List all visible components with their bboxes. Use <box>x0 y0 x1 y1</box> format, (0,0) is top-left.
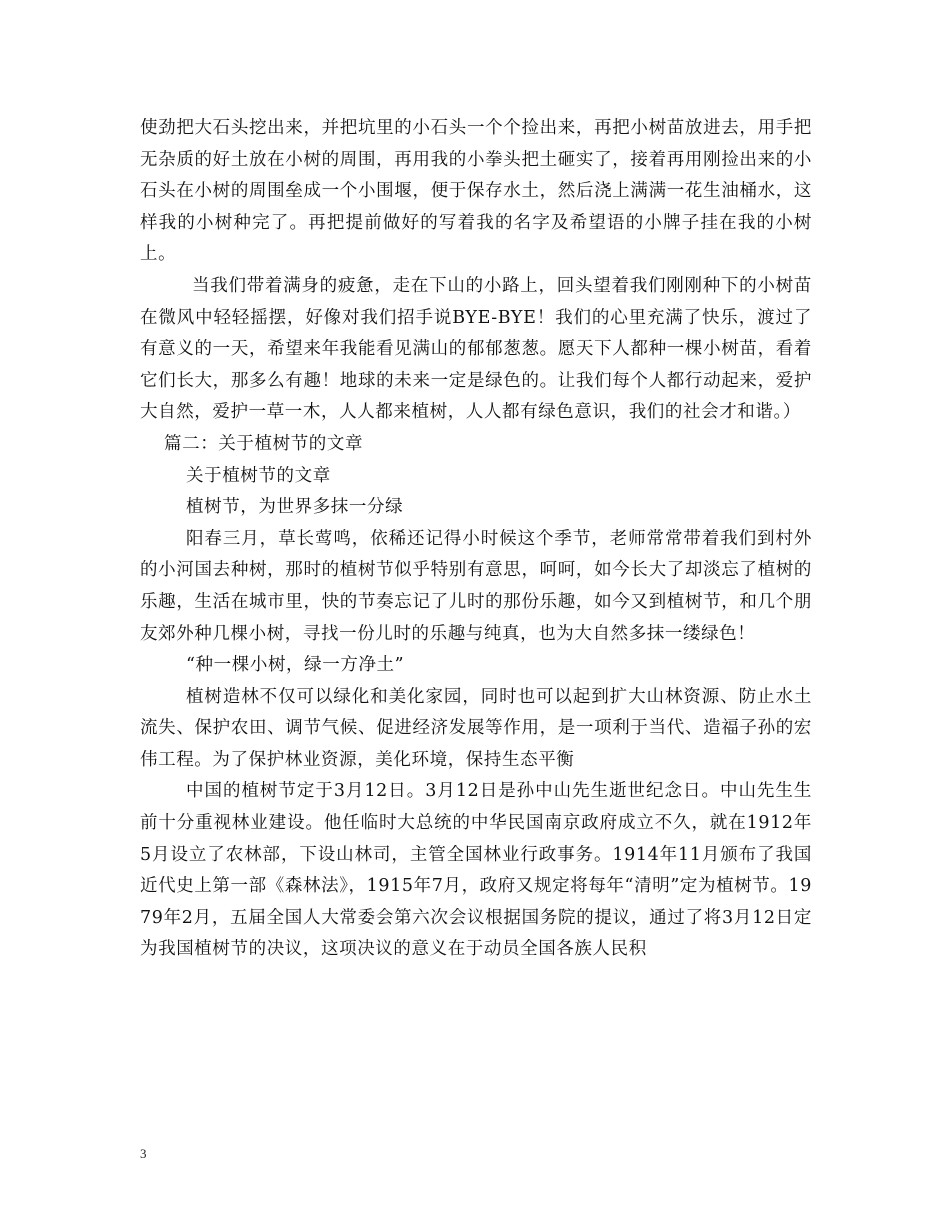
paragraph-3: 阳春三月，草长莺鸣，依稀还记得小时候这个季节，老师常常带着我们到村外的小河国去种树，那时的植树节似乎特别有意思，呵呵，如今长大了却淡忘了植树的乐趣，生活在城市里，快的节奏忘记了儿时的那份乐趣，如今又到植树节，和几个朋友郊外种几棵小树，寻找一份儿时的乐趣与纯真，也为大自然多抹一缕绿色！ <box>140 528 812 644</box>
document-body <box>140 113 812 966</box>
paragraph-1: 使劲把大石头挖出来，并把坑里的小石头一个个捡出来，再把小树苗放进去，用手把无杂质的好土放在小树的周围，再用我的小拳头把土砸实了，接着再用刚捡出来的小石头在小树的周围垒成一个小围堰，便于保存水土，然后浇上满满一花生油桶水，这样我的小树种完了。再把提前做好的写着我的名字及希望语的小牌子挂在我的小树上。 <box>140 118 812 265</box>
article-subtitle: 植树节，为世界多抹一分绿 <box>186 497 404 518</box>
paragraph-2: 当我们带着满身的疲惫，走在下山的小路上，回头望着我们刚刚种下的小树苗在微风中轻轻摇摆，好像对我们招手说BYE-BYE！我们的心里充满了快乐，渡过了有意义的一天，希望来年我能看见满山的郁郁葱葱。愿天下人都种一棵小树苗，看着它们长大，那多么有趣！地球的未来一定是绿色的。让我们每个人都行动起来，爱护大自然，爱护一草一木，人人都来植树，人人都有绿色意识，我们的社会才和谐。） <box>140 275 812 423</box>
slogan: “种一棵小树，绿一方净土” <box>186 655 405 676</box>
paragraph-5: 中国的植树节定于3月12日。3月12日是孙中山先生逝世纪念日。中山先生生前十分重视林业建设。他任临时大总统的中华民国南京政府成立不久，就在1912年5月设立了农林部，下设山林司，主管全国林业行政事务。1914年11月颁布了我国近代史上第一部《森林法》，1915年7月，政府又规定将每年“清明”定为植树节。1979年2月，五届全国人大常委会第六次会议根据国务院的提议，通过了将3月12日定为我国植树节的决议，这项决议的意义在于动员全国各族人民积 <box>140 781 812 960</box>
page-number: 3 <box>140 1146 147 1161</box>
section-heading: 篇二：关于植树节的文章 <box>164 433 364 454</box>
paragraph-4: 植树造林不仅可以绿化和美化家园，同时也可以起到扩大山林资源、防止水土流失、保护农田、调节气候、促进经济发展等作用，是一项利于当代、造福子孙的宏伟工程。为了保护林业资源，美化环境，保持生态平衡 <box>140 686 812 770</box>
article-title: 关于植树节的文章 <box>186 465 331 486</box>
